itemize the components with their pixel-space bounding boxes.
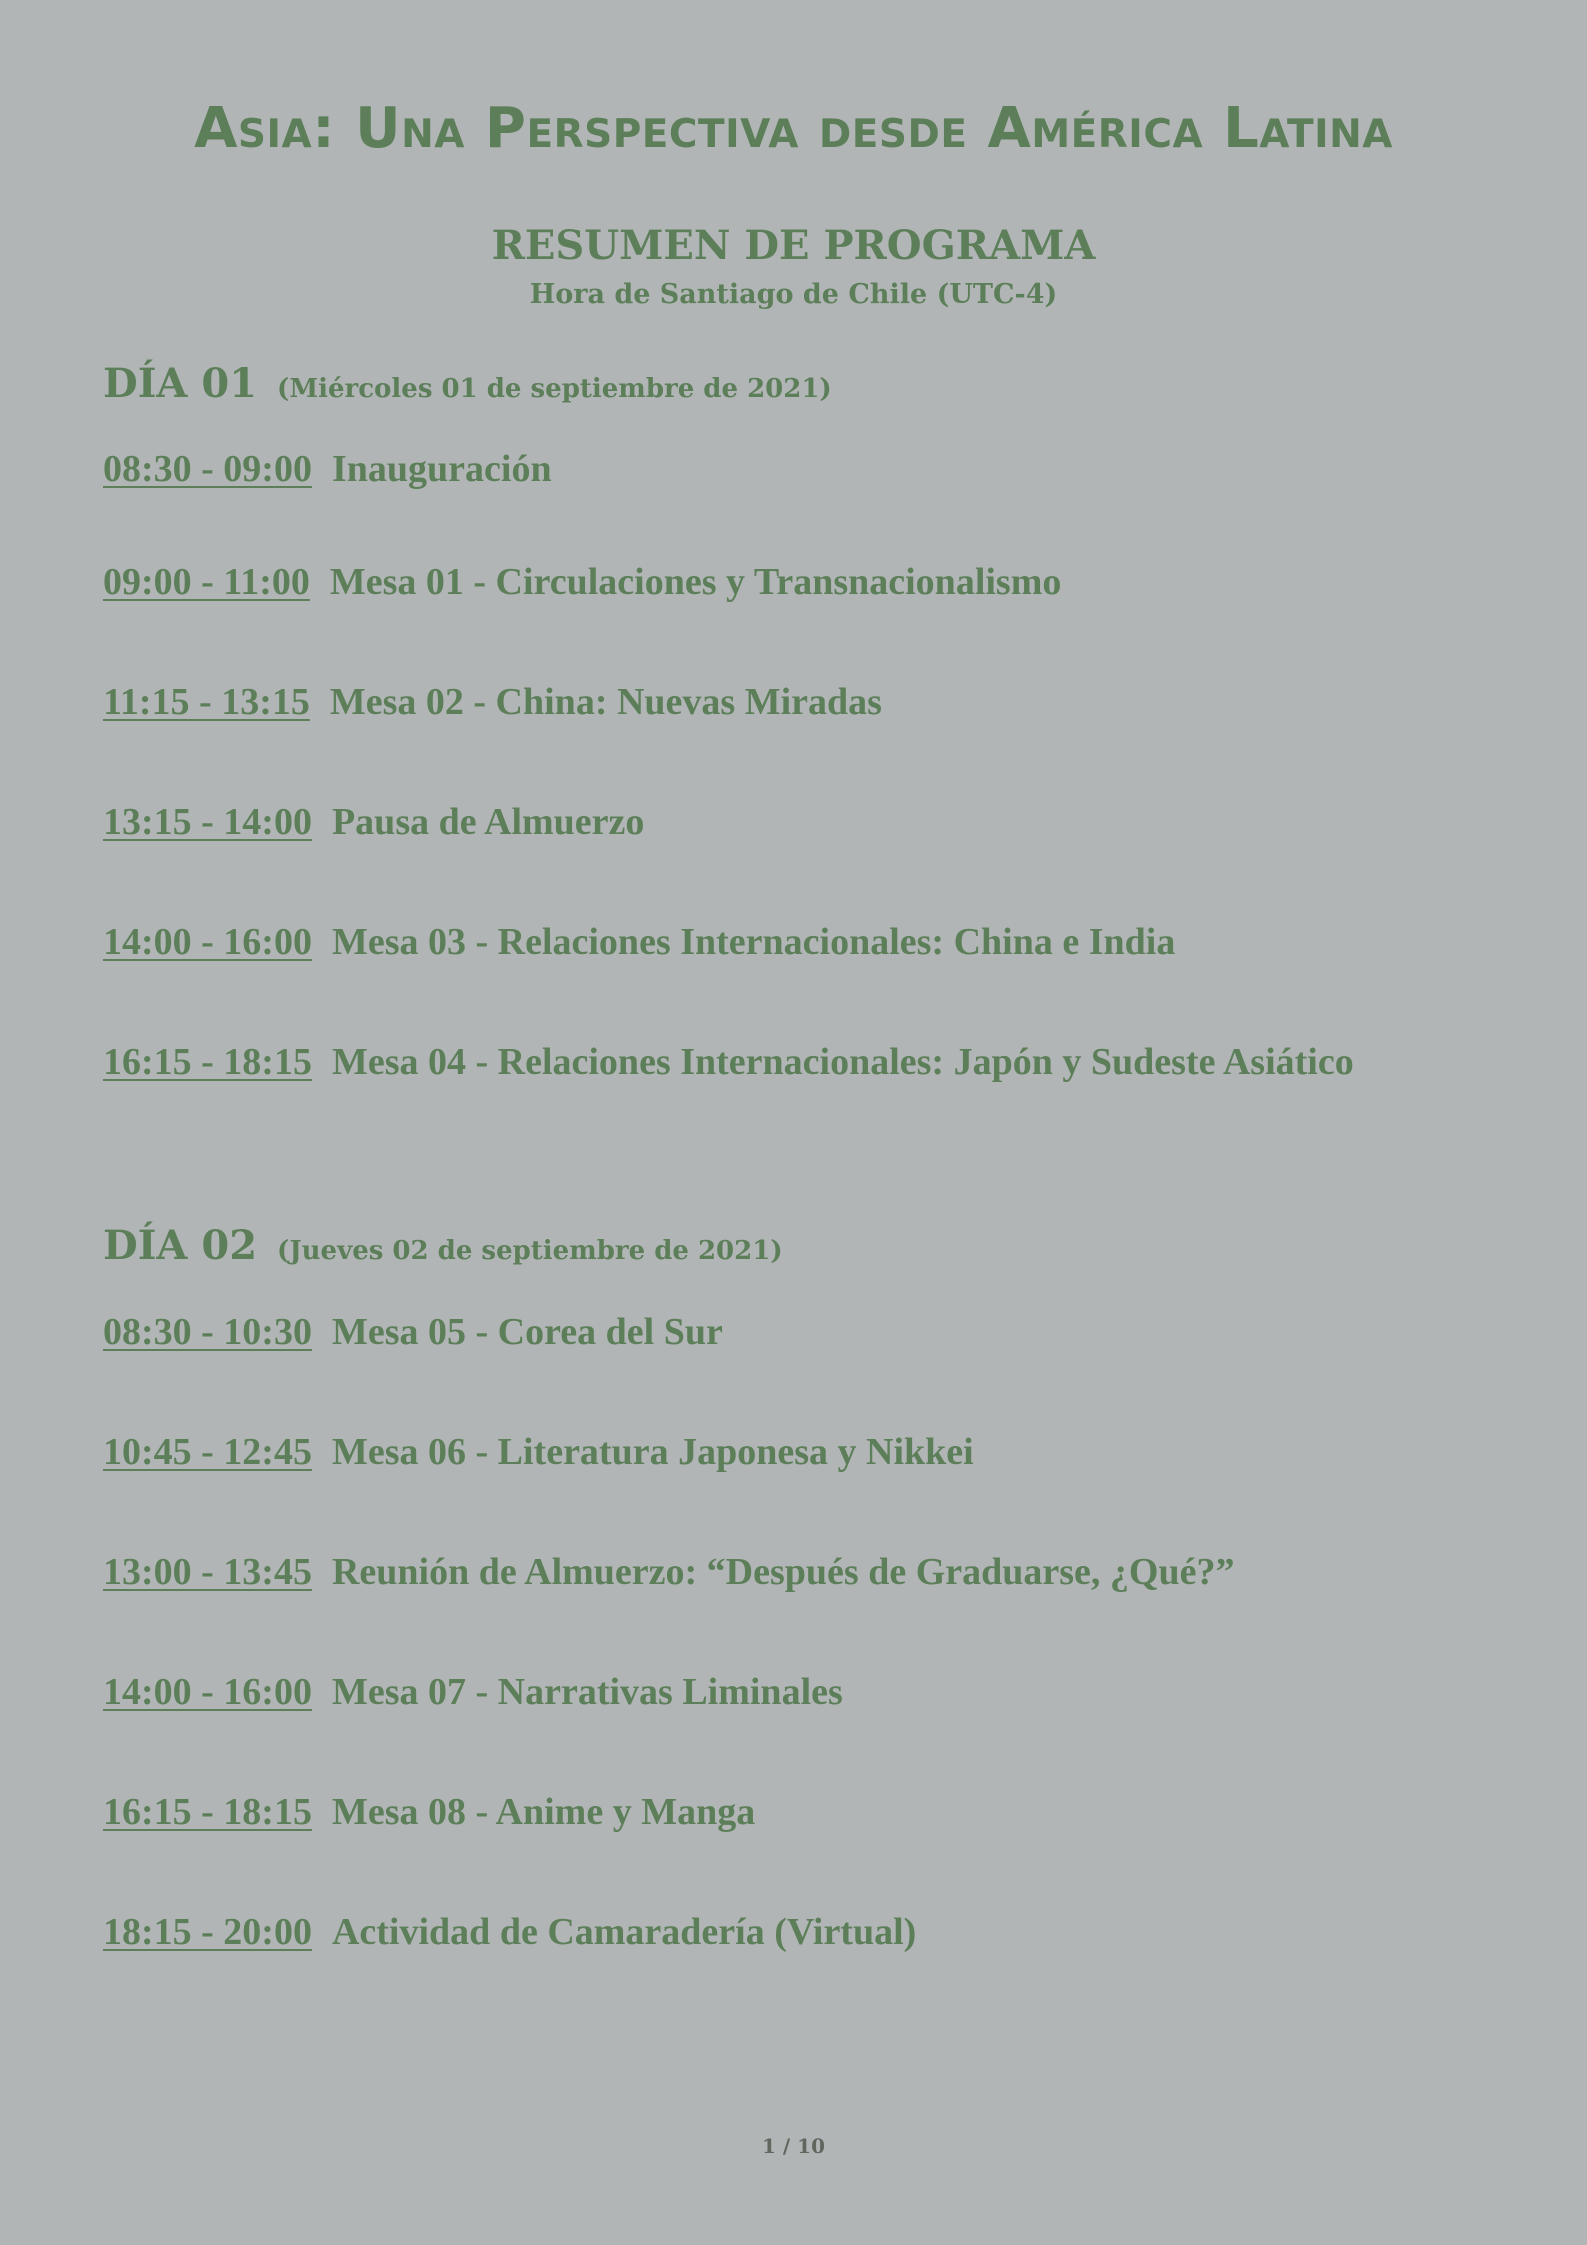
schedule-row [103, 1430, 974, 1474]
session-time: 18:15 - 20:00 [103, 1911, 312, 1953]
session-activity: Mesa 03 - Relaciones Internacionales: China e India [331, 921, 1176, 963]
session-time: 16:15 - 18:15 [103, 1041, 312, 1083]
schedule-row [103, 1550, 1234, 1594]
session-activity: Inauguración [331, 448, 552, 490]
session-activity: Pausa de Almuerzo [331, 801, 645, 843]
timezone-note: Hora de Santiago de Chile (UTC-4) [529, 279, 1058, 310]
session-activity: Mesa 01 - Circulaciones y Transnacionalismo [329, 561, 1062, 603]
session-activity: Mesa 02 - China: Nuevas Miradas [329, 681, 882, 723]
session-activity: Mesa 07 - Narrativas Liminales [331, 1671, 843, 1713]
session-activity: Reunión de Almuerzo: “Después de Graduarse, ¿Qué?” [331, 1551, 1235, 1593]
page-number: 1 / 10 [762, 2134, 825, 2158]
schedule-row [103, 1790, 755, 1834]
schedule-row [103, 560, 1061, 604]
schedule-row [103, 1040, 1354, 1084]
session-activity: Mesa 05 - Corea del Sur [331, 1311, 723, 1353]
day-heading-1 [103, 360, 832, 407]
session-time: 13:15 - 14:00 [103, 801, 312, 843]
schedule-row [103, 1670, 843, 1714]
session-activity: Actividad de Camaradería (Virtual) [331, 1911, 917, 1953]
session-time: 11:15 - 13:15 [103, 681, 310, 723]
schedule-row [103, 920, 1175, 964]
day-date: (Miércoles 01 de septiembre de 2021) [277, 374, 832, 404]
session-time: 14:00 - 16:00 [103, 1671, 312, 1713]
day-heading-2 [103, 1222, 783, 1269]
day-label: DÍA 02 [103, 1222, 258, 1269]
session-time: 16:15 - 18:15 [103, 1791, 312, 1833]
session-time: 09:00 - 11:00 [103, 561, 310, 603]
schedule-row [103, 447, 552, 491]
document-title: Asia: Una Perspectiva desde América Latina [194, 96, 1393, 161]
session-time: 08:30 - 10:30 [103, 1311, 312, 1353]
session-time: 10:45 - 12:45 [103, 1431, 312, 1473]
day-label: DÍA 01 [103, 360, 258, 407]
session-activity: Mesa 06 - Literatura Japonesa y Nikkei [331, 1431, 974, 1473]
program-summary-heading: RESUMEN DE PROGRAMA [491, 222, 1096, 269]
schedule-row [103, 1310, 723, 1354]
session-time: 14:00 - 16:00 [103, 921, 312, 963]
day-date: (Jueves 02 de septiembre de 2021) [277, 1236, 783, 1266]
session-activity: Mesa 08 - Anime y Manga [331, 1791, 756, 1833]
schedule-row [103, 800, 644, 844]
schedule-row [103, 680, 882, 724]
session-time: 08:30 - 09:00 [103, 448, 312, 490]
session-activity: Mesa 04 - Relaciones Internacionales: Japón y Sudeste Asiático [331, 1041, 1354, 1083]
schedule-row [103, 1910, 916, 1954]
session-time: 13:00 - 13:45 [103, 1551, 312, 1593]
